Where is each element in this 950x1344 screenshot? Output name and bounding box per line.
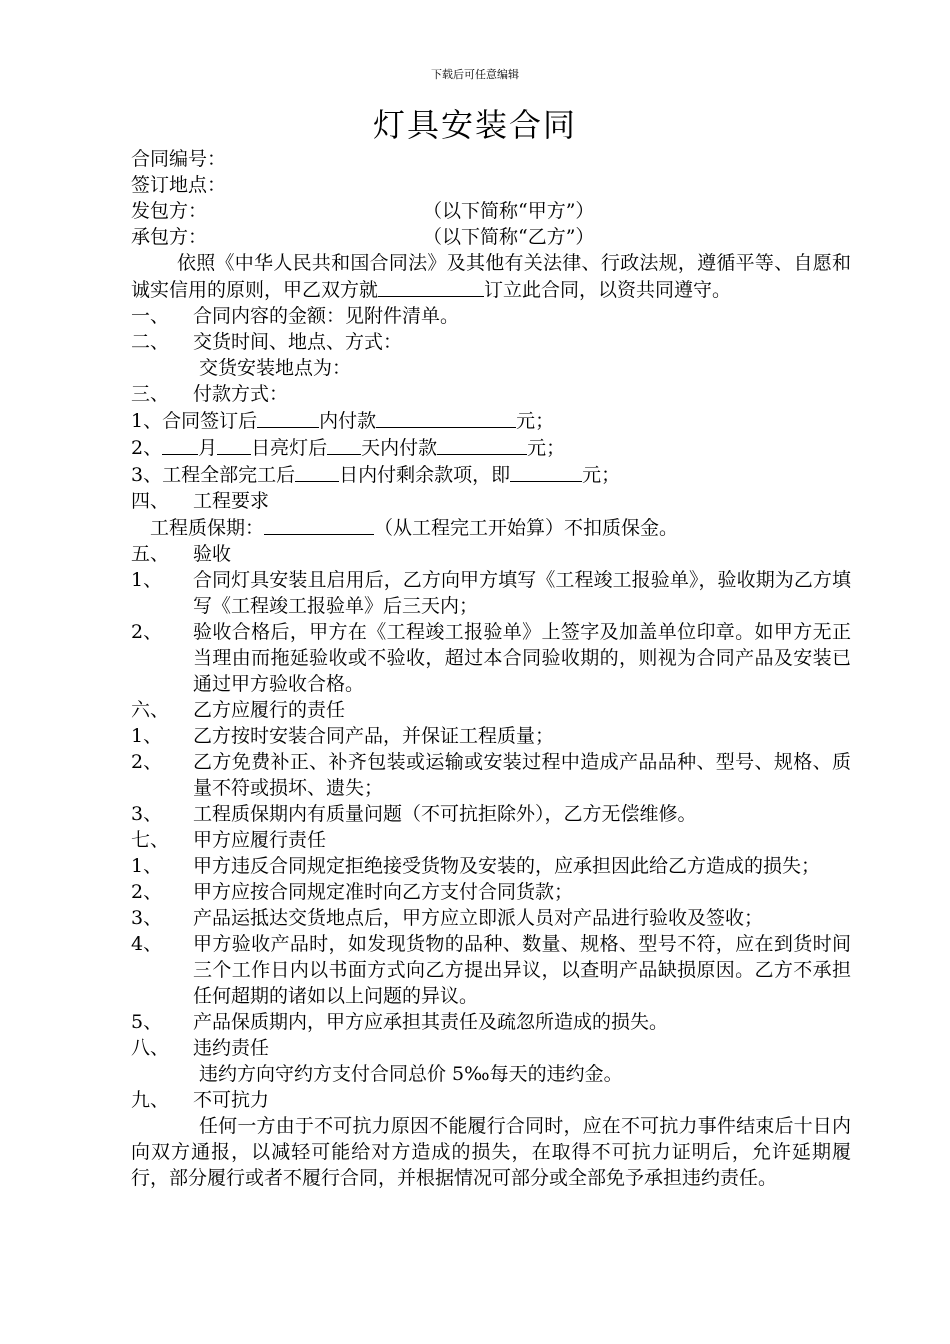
payment-2-text-c: 日亮灯后 [251,437,328,459]
list-item-number: 2、 [131,881,163,903]
payment-2-text-b: 月 [198,437,218,459]
party-b-label: 承包方： [131,226,208,248]
list-item-text: 产品保质期内，甲方应承担其责任及疏忽所造成的损失。 [193,1011,669,1033]
sign-place-field: 签订地点： [131,174,227,196]
list-item [131,801,851,827]
list-item [131,1009,851,1035]
section-9-number: 九、 [131,1089,170,1111]
list-item [131,879,851,905]
section-1-title: 合同内容的金额：见附件清单。 [193,305,460,327]
list-item-number: 4、 [131,933,163,955]
list-item-number: 1、 [131,569,163,591]
payment-2-text-a: 2、 [131,437,163,459]
payment-3-text-a: 3、工程全部完工后 [131,464,296,486]
section-6-title: 乙方应履行的责任 [193,699,346,721]
list-item [131,567,851,619]
section-3-number: 三、 [131,383,170,405]
warranty-period-blank [264,514,374,535]
section-9-title: 不可抗力 [193,1089,270,1111]
section-6-heading [131,697,851,723]
list-item-text: 甲方违反合同规定拒绝接受货物及安装的，应承担因此给乙方造成的损失； [193,855,821,877]
list-item-text: 甲方验收产品时，如发现货物的品种、数量、规格、型号不符，应在到货时间三个工作日内以书面方式向乙方提出异议，以查明产品缺损原因。乙方不承担任何超期的诸如以上问题的异议。 [193,933,851,1007]
list-item-number: 3、 [131,907,163,929]
section-4-title: 工程要求 [193,490,270,512]
list-item-text: 工程质保期内有质量问题（不可抗拒除外），乙方无偿维修。 [193,803,697,825]
list-item [131,619,851,697]
party-a-note: （以下简称“甲方”） [423,200,595,222]
list-item-text: 合同灯具安装且启用后，乙方向甲方填写《工程竣工报验单》，验收期为乙方填写《工程竣工报验单》后三天内； [193,569,851,617]
payment-2-days-blank [327,434,361,455]
section-5-number: 五、 [131,543,170,565]
list-item [131,905,851,931]
section-8-number: 八、 [131,1037,170,1059]
delivery-location: 交货安装地点为： [199,357,352,379]
section-3-title: 付款方式： [193,383,289,405]
payment-2-amount-blank [437,434,527,455]
list-item [131,931,851,1009]
section-2-number: 二、 [131,331,170,353]
payment-line-2 [131,434,851,461]
payment-line-1 [131,407,851,434]
section-8-heading [131,1035,851,1061]
warranty-line [131,514,851,541]
list-item-number: 1、 [131,855,163,877]
section-2-title: 交货时间、地点、方式： [193,331,403,353]
section-1-number: 一、 [131,305,170,327]
section-7-heading [131,827,851,853]
payment-3-text-b: 日内付剩余款项，即 [339,464,511,486]
intro-text-1: 依照《中华人民共和国合同法》及其他有关法律、行政法规，遵循平等、自愿和诚实信用的原则，甲乙双方就 [131,252,851,301]
section-3-heading [131,381,851,407]
intro-text-2: 订立此合同，以资共同遵守。 [484,279,732,301]
list-item-number: 3、 [131,803,163,825]
section-9-heading [131,1087,851,1113]
section-5-title: 验收 [193,543,232,565]
party-a-row [131,198,851,224]
payment-2-text-e: 元； [527,437,566,459]
party-b-row [131,224,851,250]
payment-2-day-blank [217,434,251,455]
list-item [131,749,851,801]
payment-2-text-d: 天内付款 [361,437,438,459]
contract-body [131,146,851,1191]
section-7-title: 甲方应履行责任 [193,829,327,851]
page-header: 下载后可任意编辑 [431,68,519,81]
intro-paragraph [131,250,851,303]
list-item-number: 5、 [131,1011,163,1033]
payment-line-3 [131,461,851,488]
section-6-number: 六、 [131,699,170,721]
penalty-text: 违约方向守约方支付合同总价 5‰每天的违约金。 [199,1063,623,1085]
payment-1-amount-blank [376,407,516,428]
list-item-number: 2、 [131,621,163,643]
section-7-number: 七、 [131,829,170,851]
list-item [131,723,851,749]
section-1-heading [131,303,851,329]
list-item-number: 1、 [131,725,163,747]
list-item-text: 验收合格后，甲方在《工程竣工报验单》上签字及加盖单位印章。如甲方无正当理由而拖延验收或不验收，超过本合同验收期的，则视为合同产品及安装已通过甲方验收合格。 [193,621,851,695]
payment-1-text-b: 内付款 [319,410,377,432]
contract-title: 灯具安装合同 [372,106,577,144]
section-2-heading [131,329,851,355]
payment-3-amount-blank [510,461,582,482]
section-4-number: 四、 [131,490,170,512]
list-item-text: 产品运抵达交货地点后，甲方应立即派人员对产品进行验收及签收； [193,907,764,929]
section-8-title: 违约责任 [193,1037,270,1059]
list-item-number: 2、 [131,751,163,773]
payment-1-text-c: 元； [516,410,555,432]
force-majeure-text: 任何一方由于不可抗力原因不能履行合同时，应在不可抗力事件结束后十日内向双方通报，以减轻可能给对方造成的损失，在取得不可抗力证明后，允许延期履行，部分履行或者不履行合同，并根据情况可部分或全部免予承担违约责任。 [131,1115,851,1189]
list-item [131,853,851,879]
party-a-label: 发包方： [131,200,208,222]
payment-1-text-a: 1、合同签订后 [131,410,258,432]
contract-number-field: 合同编号： [131,148,227,170]
party-b-note: （以下简称“乙方”） [423,226,595,248]
list-item-text: 甲方应按合同规定准时向乙方支付合同货款； [193,881,574,903]
warranty-label: 工程质保期： [150,517,265,539]
payment-2-month-blank [162,434,198,455]
warranty-note: （从工程完工开始算）不扣质保金。 [374,517,679,539]
payment-1-days-blank [257,407,319,428]
payment-3-text-c: 元； [582,464,621,486]
section-5-heading [131,541,851,567]
list-item-text: 乙方免费补正、补齐包装或运输或安装过程中造成产品品种、型号、规格、质量不符或损坏、遗失； [193,751,851,799]
section-4-heading [131,488,851,514]
project-blank [378,276,484,297]
payment-3-days-blank [295,461,339,482]
list-item-text: 乙方按时安装合同产品，并保证工程质量； [193,725,555,747]
